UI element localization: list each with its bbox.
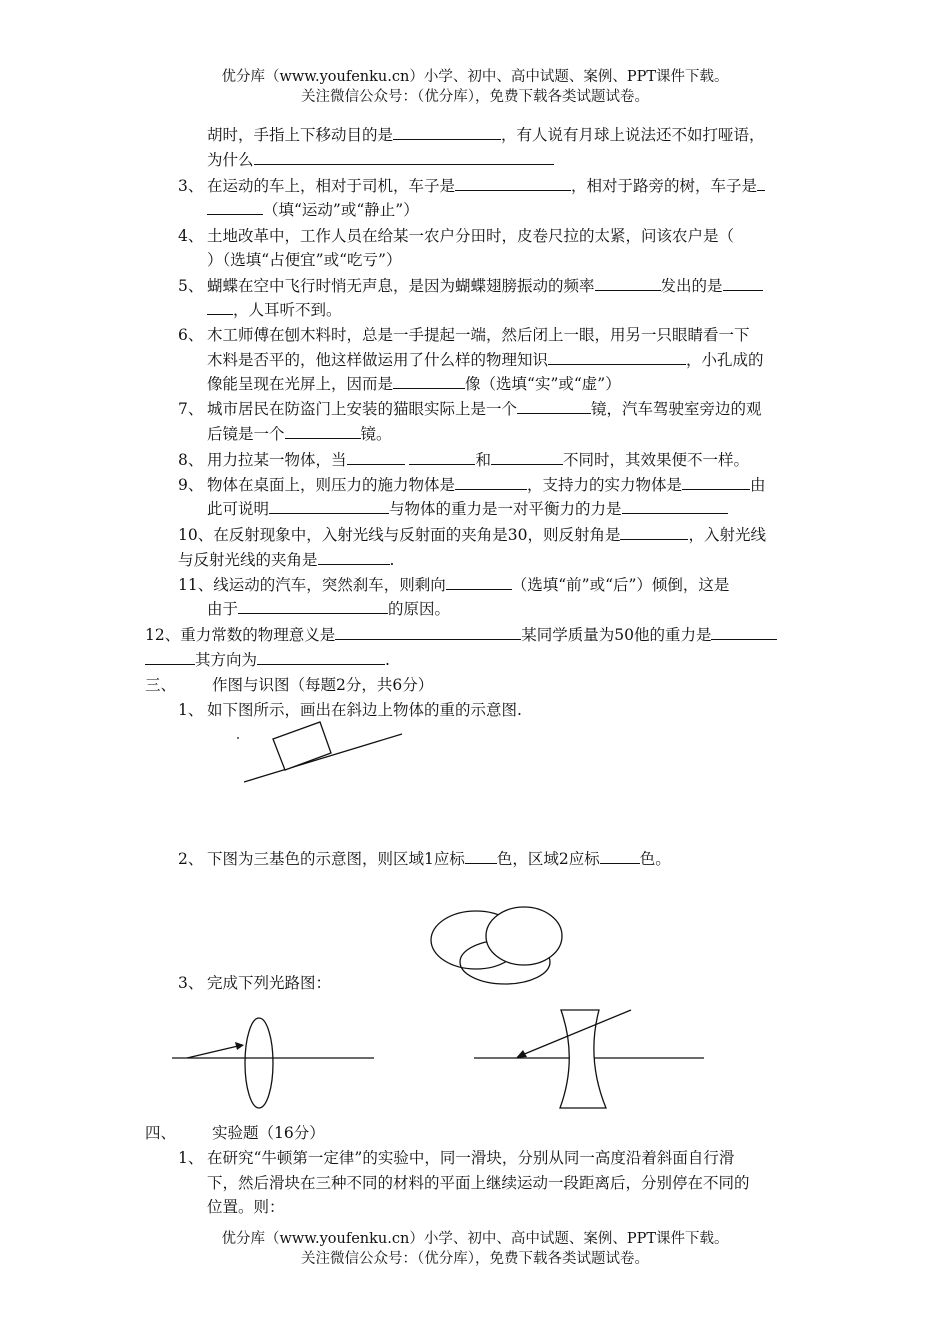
q2-text-a: 胡时，手指上下移动目的是 xyxy=(207,126,394,144)
s3-item-2-text-c: 色。 xyxy=(639,850,671,868)
s3-item-1-text: 如下图所示，画出在斜边上物体的重的示意图. xyxy=(207,701,522,719)
q8-text-b: 和 xyxy=(475,451,491,469)
question-9-number: 9、 xyxy=(178,476,204,494)
section-3-title: 作图与识图（每题2分，共6分） xyxy=(212,676,434,694)
q7-text-c: 后镜是一个 xyxy=(207,425,285,443)
section-4-title: 实验题（16分） xyxy=(212,1124,325,1142)
q3-text-b: ，相对于路旁的树，车子是 xyxy=(571,177,758,195)
page-footer-line-2: 关注微信公众号：（优分库），免费下载各类试题试卷。 xyxy=(301,1251,649,1267)
s4-item-1-line-1: 在研究“牛顿第一定律”的实验中，同一滑块，分别从同一高度沿着斜面自行滑 xyxy=(207,1149,735,1167)
question-4-number: 4、 xyxy=(178,227,204,245)
section-4-number: 四、 xyxy=(145,1124,177,1142)
three-primary-colors-figure xyxy=(431,907,562,984)
question-5-number: 5、 xyxy=(178,277,204,295)
q6-text-b: ，小孔成的 xyxy=(686,351,764,369)
q5-text-a: 蝴蝶在空中飞行时悄无声息，是因为蝴蝶翅膀振动的频率 xyxy=(207,277,595,295)
q11-text-c: 由于 xyxy=(207,600,239,618)
q10-text-d: . xyxy=(389,551,395,569)
q9-text-a: 物体在桌面上，则压力的施力物体是 xyxy=(207,476,456,494)
q6-text-d: 像（选填“实”或“虚”） xyxy=(465,375,621,393)
q11-text-b: （选填“前”或“后”）倾倒，这是 xyxy=(511,576,730,594)
s3-item-2-text-b: 色，区域2应标 xyxy=(496,850,600,868)
block-on-incline xyxy=(273,722,331,770)
s3-item-2-text-a: 下图为三基色的示意图，则区域1应标 xyxy=(207,850,465,868)
q3-text-a: 在运动的车上，相对于司机，车子是 xyxy=(207,177,456,195)
page-footer-line-1: 优分库（www.youfenku.cn）小学、初中、高中试题、案例、PPT课件下载。 xyxy=(221,1231,729,1247)
question-3-number: 3、 xyxy=(178,177,204,195)
q12-text-d: . xyxy=(385,651,390,669)
section-3-number: 三、 xyxy=(145,676,177,694)
q10-text-b: ，入射光线 xyxy=(688,526,766,544)
page-header-line-2: 关注微信公众号：（优分库），免费下载各类试题试卷。 xyxy=(301,89,649,105)
s3-item-2-number: 2、 xyxy=(178,850,204,868)
s4-item-1-line-3: 位置。则： xyxy=(207,1198,285,1216)
q2-text-b: ，有人说有月球上说法还不如打哑语， xyxy=(501,126,765,144)
q11-text-d: 的原因。 xyxy=(388,600,451,618)
q9-text-d: 此可说明 xyxy=(207,500,270,518)
dot-mark xyxy=(237,737,239,739)
q3-text-c: （填“运动”或“静止”） xyxy=(263,201,419,219)
page-header-line-1: 优分库（www.youfenku.cn）小学、初中、高中试题、案例、PPT课件下载。 xyxy=(221,69,729,85)
concave-lens xyxy=(560,1010,606,1108)
q7-text-b: 镜，汽车驾驶室旁边的观 xyxy=(591,400,762,418)
q7-text-a: 城市居民在防盗门上安装的猫眼实际上是一个 xyxy=(207,400,518,418)
concave-lens-figure xyxy=(474,1010,704,1108)
q5-text-b: 发出的是 xyxy=(660,277,723,295)
q10-text-c: 与反射光线的夹角是 xyxy=(178,551,318,569)
q10-text-a: 10、在反射现象中，入射光线与反射面的夹角是30，则反射角是 xyxy=(178,526,621,544)
ellipse-right xyxy=(486,907,562,965)
q2-text-c: 为什么 xyxy=(207,151,254,169)
question-4-line-1: 土地改革中，工作人员在给某一农户分田时，皮卷尺拉的太紧，问该农户是（ xyxy=(207,227,735,245)
question-6-number: 6、 xyxy=(178,326,204,344)
s4-item-1-number: 1、 xyxy=(178,1149,204,1167)
question-4-line-2: ）（选填“占便宜”或“吃亏”） xyxy=(207,251,402,269)
s3-item-3-number: 3、 xyxy=(178,974,204,992)
q12-text-b: 某同学质量为50他的重力是 xyxy=(521,626,712,644)
q6-text-a: 木料是否平的，他这样做运用了什么样的物理知识 xyxy=(207,351,549,369)
question-7-number: 7、 xyxy=(178,400,204,418)
q9-text-c: 由 xyxy=(750,476,766,494)
s3-item-3-text: 完成下列光路图： xyxy=(207,974,332,992)
q9-text-e: 与物体的重力是一对平衡力的力是 xyxy=(389,500,622,518)
q11-text-a: 11、线运动的汽车，突然刹车，则剩向 xyxy=(178,576,446,594)
convex-lens xyxy=(245,1018,273,1108)
q5-text-c: ，人耳听不到。 xyxy=(233,301,342,319)
s4-item-1-line-2: 下，然后滑块在三种不同的材料的平面上继续运动一段距离后，分别停在不同的 xyxy=(207,1174,750,1192)
incline-block-figure xyxy=(237,722,402,782)
q8-text-a: 用力拉某一物体，当 xyxy=(207,451,347,469)
q7-text-d: 镜。 xyxy=(360,425,392,443)
q6-text-c: 像能呈现在光屏上，因而是 xyxy=(207,375,394,393)
q9-text-b: ，支持力的实力物体是 xyxy=(527,476,683,494)
q12-text-c: 其方向为 xyxy=(195,651,258,669)
question-8-number: 8、 xyxy=(178,451,204,469)
convex-lens-figure xyxy=(172,1018,374,1108)
q8-text-c: 不同时，其效果便不一样。 xyxy=(562,451,749,469)
q12-text-a: 12、重力常数的物理意义是 xyxy=(145,626,336,644)
s3-item-1-number: 1、 xyxy=(178,701,204,719)
incident-ray xyxy=(187,1046,238,1058)
ray-arrowhead xyxy=(235,1042,244,1050)
question-6-line-1: 木工师傅在刨木料时，总是一手提起一端，然后闭上一眼，用另一只眼睛看一下 xyxy=(207,326,750,344)
